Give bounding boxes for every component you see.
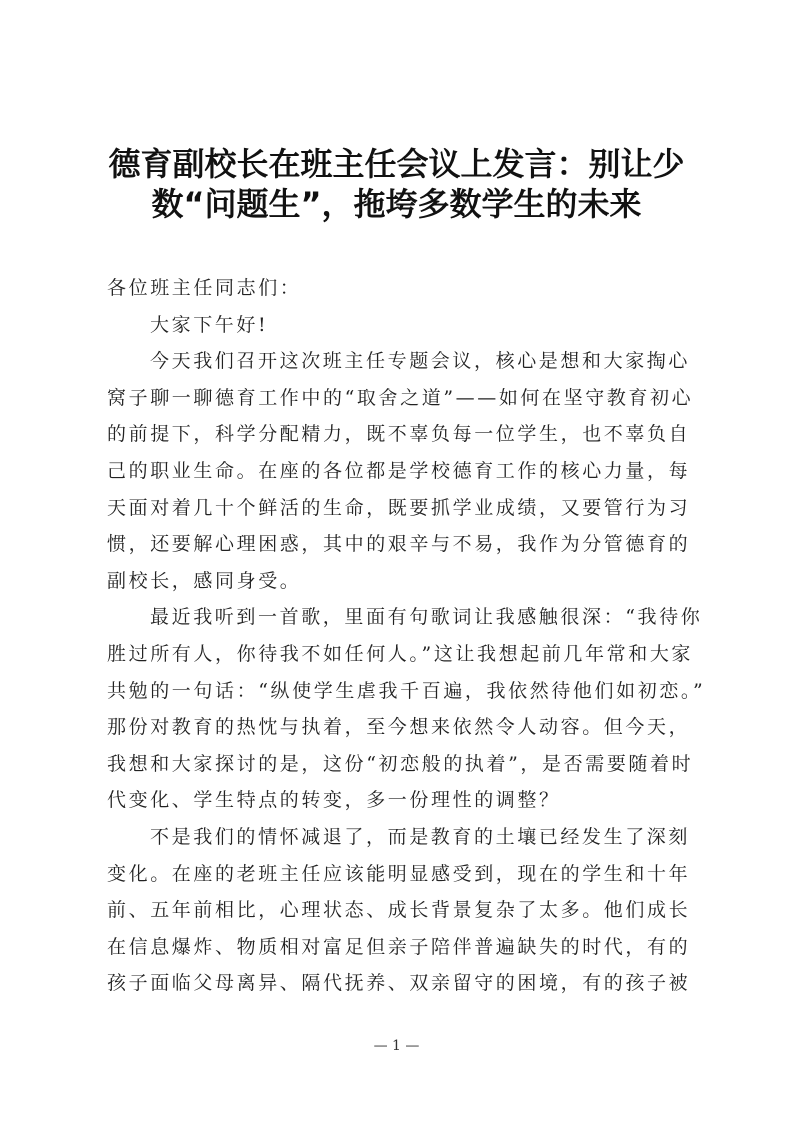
title-line-2: 数“问题生”，拖垮多数学生的未来: [151, 185, 642, 223]
paragraph-1-line-4: 己的职业生命。在座的各位都是学校德育工作的核心力量，每: [107, 459, 691, 482]
document-body: [107, 270, 706, 1002]
paragraph-1-line-7: 副校长，感同身受。: [107, 569, 302, 592]
paragraph-2-line-4: 那份对教育的热忱与执着，至今想来依然令人动容。但今天，: [107, 716, 691, 739]
title-line-1: 德育副校长在班主任会议上发言：别让少: [108, 145, 685, 183]
paragraph-3-line-1: 不是我们的情怀减退了，而是教育的土壤已经发生了深刻: [150, 825, 691, 848]
greeting: 大家下午好!: [150, 313, 269, 336]
paragraph-3-line-5: 孩子面临父母离异、隔代抚养、双亲留守的困境，有的孩子被: [107, 972, 691, 995]
paragraph-2-line-5: 我想和大家探讨的是，这份“初恋般的执着”，是否需要随着时: [107, 752, 694, 775]
paragraph-3-line-4: 在信息爆炸、物质相对富足但亲子陪伴普遍缺失的时代，有的: [107, 935, 691, 958]
paragraph-1-line-3: 的前提下，科学分配精力，既不辜负每一位学生，也不辜负自: [107, 423, 691, 446]
paragraph-1-line-6: 惯，还要解心理困惑，其中的艰辛与不易，我作为分管德育的: [107, 533, 691, 556]
paragraph-1-line-5: 天面对着几十个鲜活的生命，既要抓学业成绩，又要管行为习: [107, 496, 691, 519]
paragraph-1-line-1: 今天我们召开这次班主任专题会议，核心是想和大家掏心: [150, 350, 691, 373]
paragraph-2-line-1: 最近我听到一首歌，里面有句歌词让我感触很深：“我待你: [150, 606, 703, 629]
paragraph-2-line-3: 共勉的一句话：“纵使学生虐我千百遍，我依然待他们如初恋。”: [107, 679, 706, 702]
salutation: 各位班主任同志们：: [107, 277, 302, 299]
paragraph-1-line-2: 窝子聊一聊德育工作中的“取舍之道”——如何在坚守教育初心: [107, 386, 694, 409]
paragraph-2-line-2: 胜过所有人，你待我不如任何人。”这让我想起前几年常和大家: [107, 642, 694, 665]
page-number: — 1 —: [373, 1038, 420, 1054]
document-title: [60, 144, 733, 224]
paragraph-2-line-6: 代变化、学生特点的转变，多一份理性的调整？: [107, 789, 561, 812]
paragraph-3-line-2: 变化。在座的老班主任应该能明显感受到，现在的学生和十年: [107, 862, 691, 885]
paragraph-3-line-3: 前、五年前相比，心理状态、成长背景复杂了太多。他们成长: [107, 899, 691, 922]
